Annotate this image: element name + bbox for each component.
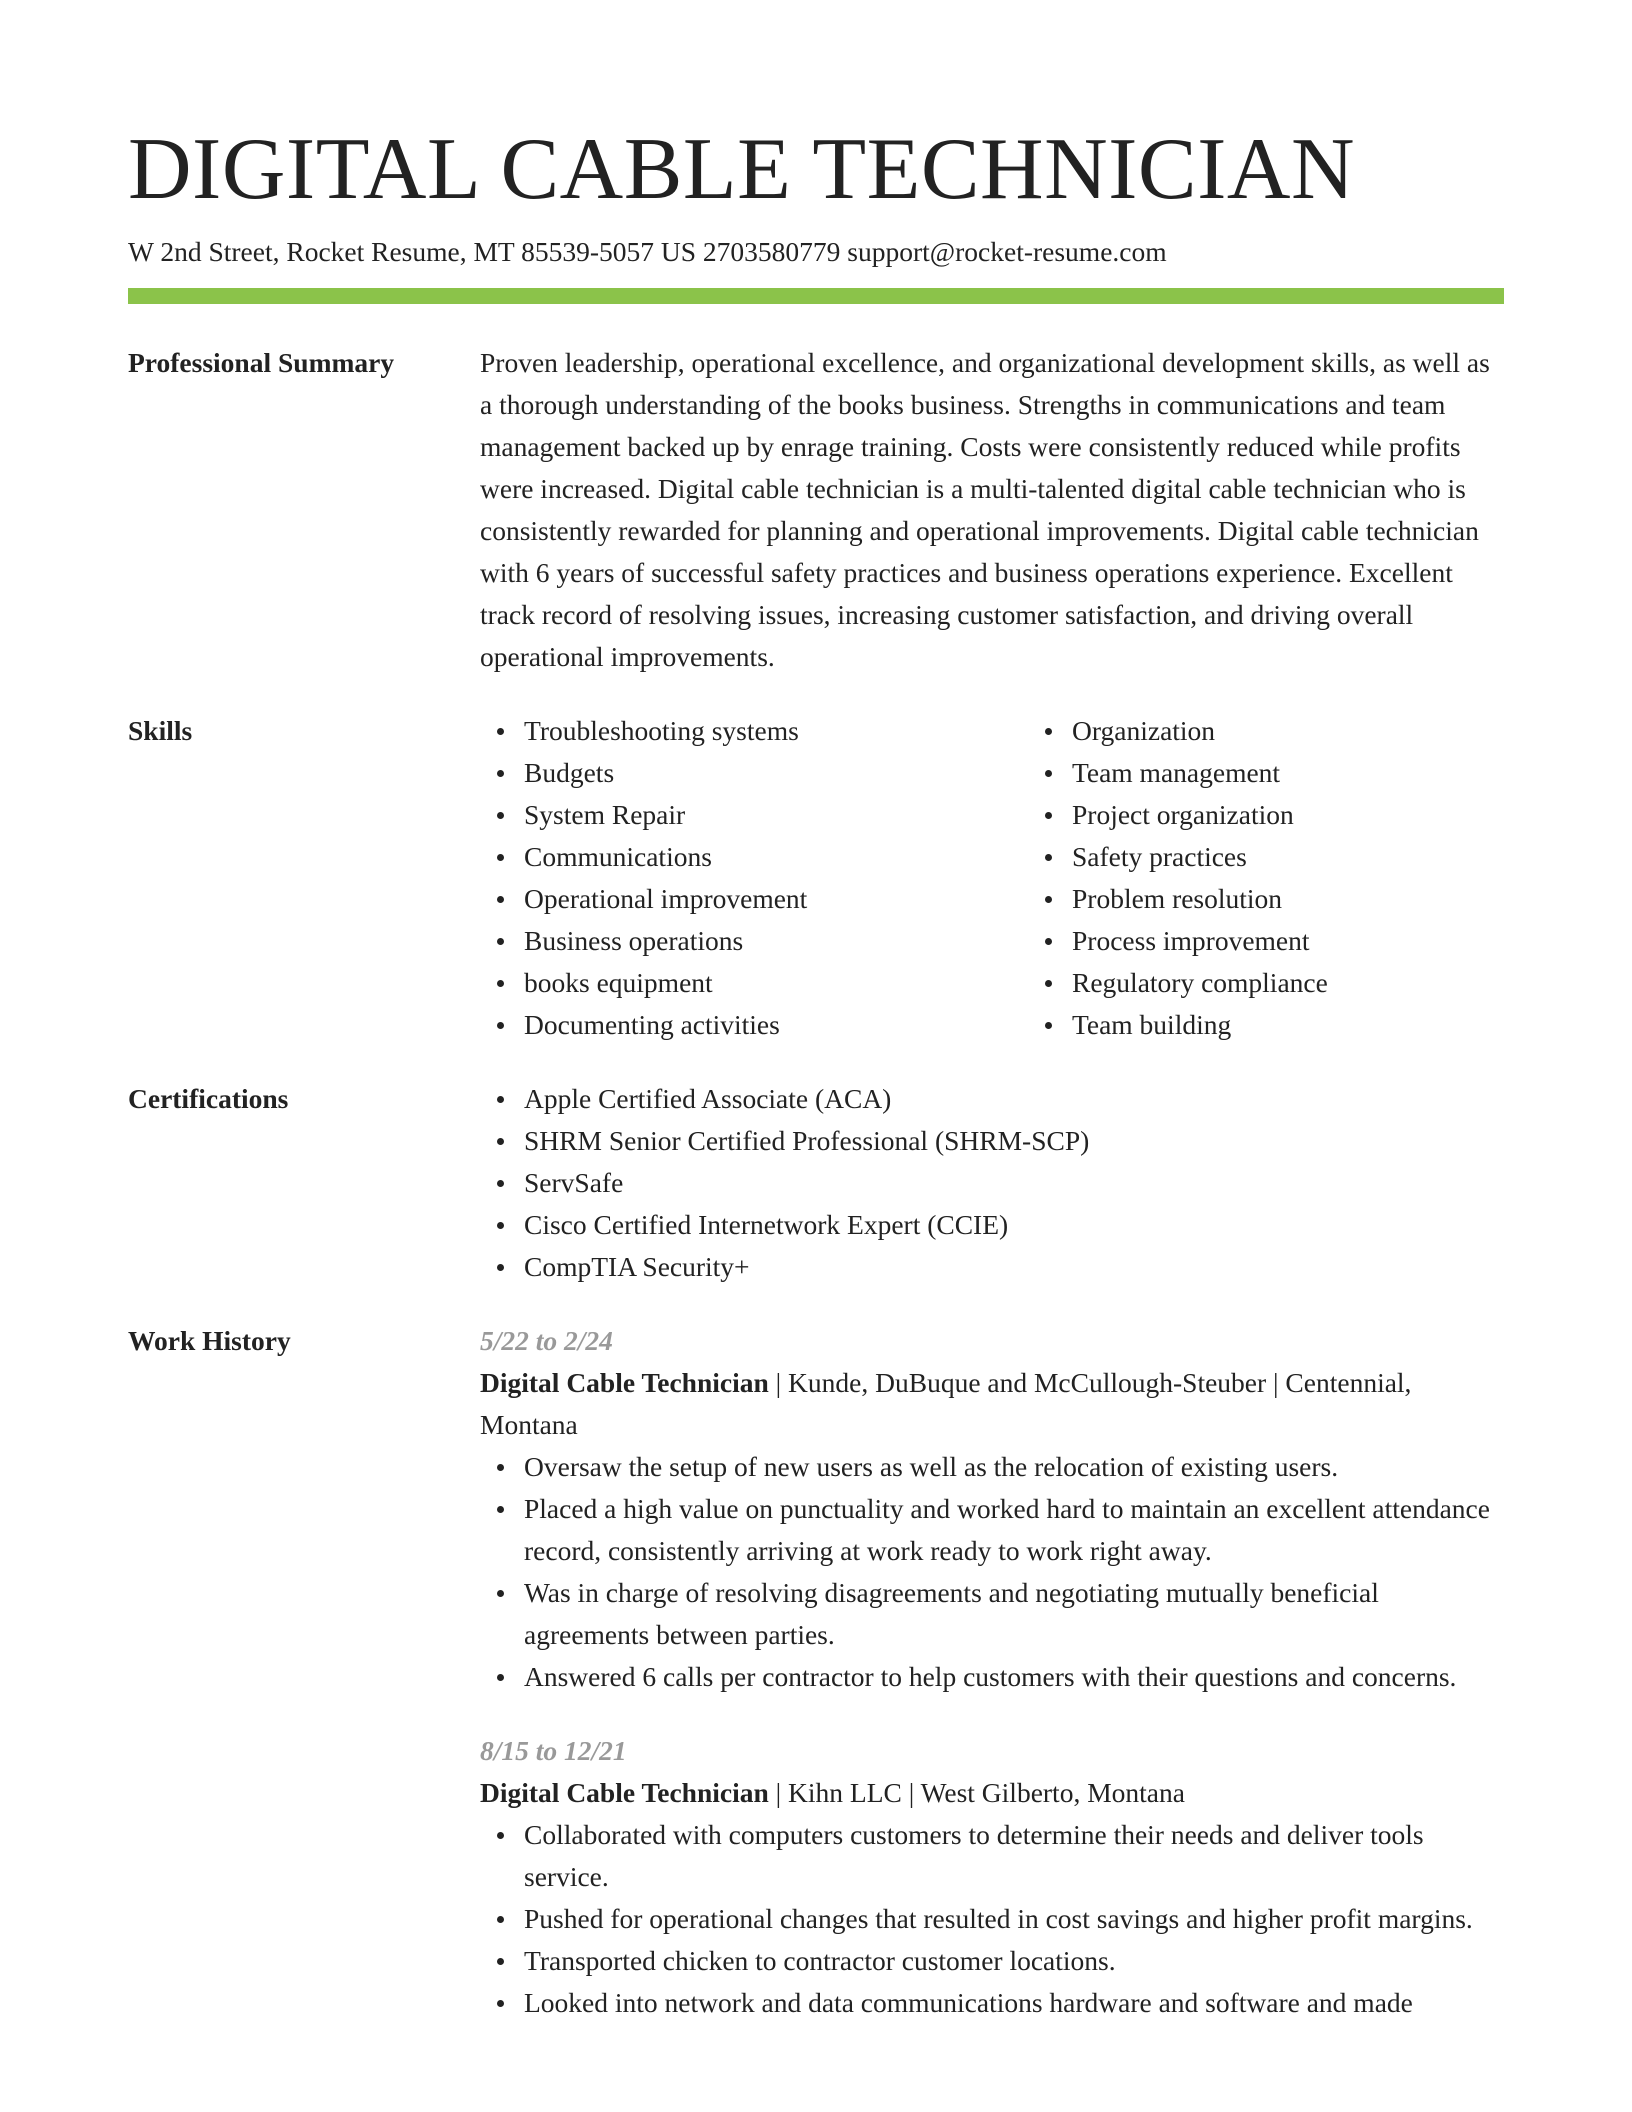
skills-heading: Skills <box>128 715 193 746</box>
contact-line <box>128 234 1504 270</box>
skill-item: Budgets <box>524 752 1028 794</box>
contact-phone: 2703580779 <box>702 236 841 267</box>
summary-text: Proven leadership, operational excellence, and organizational development skills, as well as a thorough understanding of the books business. Strengths in communications and team management backed up by enrage training. Costs were consistently reduced while profits were increased. Digital cable technician is a multi-talented digital cable technician who is consistently rewarded for planning and operational improvements. Digital cable technician with 6 years of successful safety practices and business operations experience. Excellent track record of resolving issues, increasing customer satisfaction, and driving overall operational improvements. <box>480 347 1490 672</box>
certifications-list <box>480 1078 1504 1288</box>
job-duty-item: Collaborated with computers customers to determine their needs and deliver tools service. <box>524 1814 1504 1898</box>
job-duty-item: Oversaw the setup of new users as well as the relocation of existing users. <box>524 1446 1504 1488</box>
skill-item: Problem resolution <box>1072 878 1504 920</box>
certifications-body <box>480 1078 1504 1288</box>
skill-item: Regulatory compliance <box>1072 962 1504 1004</box>
job-details: | Kihn LLC | West Gilberto, Montana <box>768 1777 1185 1808</box>
job-duties-list <box>480 1814 1504 2024</box>
skill-item: Business operations <box>524 920 1028 962</box>
header-accent-rule <box>128 288 1504 304</box>
skill-item: Project organization <box>1072 794 1504 836</box>
job-dates: 5/22 to 2/24 <box>480 1325 613 1356</box>
job-title: Digital Cable Technician <box>480 1367 769 1398</box>
skills-list-right <box>1028 710 1504 1046</box>
work-history-body <box>480 1320 1504 2024</box>
skill-item: Team building <box>1072 1004 1504 1046</box>
skill-item: Operational improvement <box>524 878 1028 920</box>
skills-columns <box>480 710 1504 1046</box>
skill-item: Safety practices <box>1072 836 1504 878</box>
job-duty-item: Transported chicken to contractor customer locations. <box>524 1940 1504 1982</box>
skill-item: System Repair <box>524 794 1028 836</box>
contact-address: W 2nd Street, Rocket Resume, MT 85539-5057 US <box>128 236 697 267</box>
certifications-heading: Certifications <box>128 1083 289 1114</box>
certification-item: Apple Certified Associate (ACA) <box>524 1078 1504 1120</box>
summary-section <box>128 342 1504 678</box>
summary-body <box>480 342 1504 678</box>
job-details: | Kunde, DuBuque and McCullough-Steuber | Centennial, Montana <box>480 1367 1412 1440</box>
job-duty-item: Placed a high value on punctuality and worked hard to maintain an excellent attendance record, consistently arriving at work ready to work right away. <box>524 1488 1504 1572</box>
certification-item: SHRM Senior Certified Professional (SHRM-SCP) <box>524 1120 1504 1162</box>
summary-heading: Professional Summary <box>128 347 395 378</box>
skills-list-left <box>480 710 1028 1046</box>
job-duty-item: Pushed for operational changes that resulted in cost savings and higher profit margins. <box>524 1898 1504 1940</box>
job-duty-item: Answered 6 calls per contractor to help customers with their questions and concerns. <box>524 1656 1504 1698</box>
skills-body <box>480 710 1504 1046</box>
job-dates: 8/15 to 12/21 <box>480 1735 627 1766</box>
job-heading <box>480 1772 1504 1814</box>
certifications-section <box>128 1078 1504 1288</box>
skill-item: Team management <box>1072 752 1504 794</box>
resume-name: DIGITAL CABLE TECHNICIAN <box>128 121 1356 218</box>
job-heading <box>480 1362 1504 1446</box>
skill-item: Documenting activities <box>524 1004 1028 1046</box>
job-entry <box>480 1320 1504 1698</box>
skill-item: books equipment <box>524 962 1028 1004</box>
work-history-section <box>128 1320 1504 2024</box>
resume-page <box>128 0 1504 2024</box>
job-title: Digital Cable Technician <box>480 1777 769 1808</box>
skill-item: Organization <box>1072 710 1504 752</box>
skill-item: Communications <box>524 836 1028 878</box>
work-history-heading: Work History <box>128 1325 291 1356</box>
contact-email: support@rocket-resume.com <box>847 236 1167 267</box>
job-duty-item: Was in charge of resolving disagreements and negotiating mutually beneficial agreements between parties. <box>524 1572 1504 1656</box>
skills-section <box>128 710 1504 1046</box>
certification-item: CompTIA Security+ <box>524 1246 1504 1288</box>
skill-item: Process improvement <box>1072 920 1504 962</box>
certification-item: ServSafe <box>524 1162 1504 1204</box>
job-duties-list <box>480 1446 1504 1698</box>
skill-item: Troubleshooting systems <box>524 710 1028 752</box>
job-duty-item: Looked into network and data communications hardware and software and made <box>524 1982 1504 2024</box>
job-entry <box>480 1730 1504 2024</box>
certification-item: Cisco Certified Internetwork Expert (CCIE) <box>524 1204 1504 1246</box>
